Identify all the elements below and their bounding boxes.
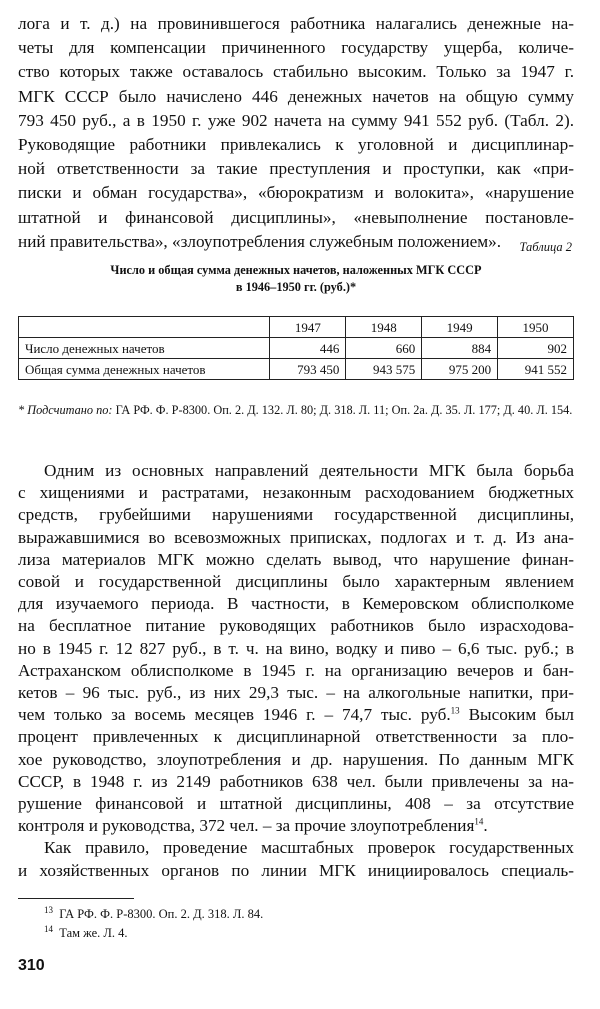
footnote-ref-13[interactable]: 13 bbox=[450, 705, 460, 716]
data-table bbox=[18, 316, 574, 380]
text-line: четы для компенсации причиненного государству ущерба, количе- bbox=[18, 38, 574, 58]
table-cell: 793 450 bbox=[270, 359, 346, 380]
table-cell: 660 bbox=[346, 338, 422, 359]
text-fragment: контроля и руководства, 372 чел. – за прочие злоупотребления bbox=[18, 816, 475, 836]
paragraph-2 bbox=[18, 460, 574, 882]
text-line: ство которых также оставалось стабильно высоким. Только за 1947 г. bbox=[18, 62, 574, 82]
text-line: рушение финансовой и штатной дисциплины, 408 – за отсутствие bbox=[18, 794, 574, 814]
footnote-number: 14 bbox=[44, 923, 53, 934]
text-line bbox=[18, 815, 574, 837]
table-title-line: в 1946–1950 гг. (руб.)* bbox=[235, 280, 357, 294]
table-row bbox=[19, 338, 574, 359]
year-header: 1947 bbox=[270, 317, 346, 338]
text-line: Руководящие работники привлекались к уголовной и дисциплинар- bbox=[18, 135, 574, 155]
text-line: штатной и финансовой дисциплины», «невыполнение постановле- bbox=[18, 207, 574, 227]
page-number: 310 bbox=[18, 957, 45, 974]
footnote-text: ГА РФ. Ф. Р-8300. Оп. 2. Д. 318. Л. 84. bbox=[59, 907, 264, 921]
text-line: Как правило, проведение масштабных проверок государственных bbox=[44, 838, 574, 858]
text-line: хое руководство, злоупотребления и др. нарушения. По данным МГК bbox=[18, 749, 574, 769]
paragraph-1 bbox=[18, 12, 574, 254]
text-line: СССР, в 1948 г. из 2149 работников 638 чел. были привлечены за на- bbox=[18, 771, 574, 791]
text-line: писки и обман государства», «бюрократизм и волокита», «нарушение bbox=[18, 183, 574, 203]
text-line: лога и т. д.) на провинившегося работника налагались денежные на- bbox=[18, 14, 574, 33]
table-label: Таблица 2 bbox=[519, 240, 572, 254]
text-line: МГК СССР было начислено 446 денежных начетов на общую сумму bbox=[18, 86, 574, 106]
table-cell: 446 bbox=[270, 338, 346, 359]
table-corner-cell bbox=[19, 317, 270, 338]
text-line: 793 450 руб., а в 1950 г. уже 902 начета на сумму 941 552 руб. (Табл. 2). bbox=[18, 110, 574, 130]
text-line: выражавшимися во всевозможных приписках, подлогах и т. д. Из ана- bbox=[18, 527, 574, 547]
table-cell: 884 bbox=[422, 338, 498, 359]
text-line: ний правительства», «злоупотребления служебным положением». bbox=[18, 231, 502, 251]
table-cell: 902 bbox=[498, 338, 574, 359]
source-text: ГА РФ. Ф. Р-8300. Оп. 2. Д. 132. Л. 80; Д. 318. Л. 11; Оп. 2а. Д. 35. Л. 177; Д. 40. Л. 154. bbox=[112, 403, 573, 417]
text-line: средств, грубейшими нарушениями государственной дисциплины, bbox=[18, 505, 574, 525]
table-header-row bbox=[19, 317, 574, 338]
table-row bbox=[19, 359, 574, 380]
text-fragment: чем только за восемь месяцев 1946 г. – 74,7 тыс. руб. bbox=[18, 705, 451, 725]
year-header: 1948 bbox=[346, 317, 422, 338]
text-line: на бесплатное питание руководящих работников было израсходова- bbox=[18, 616, 574, 636]
table-title bbox=[18, 262, 574, 296]
footnote-number: 13 bbox=[44, 904, 53, 915]
footnote-14 bbox=[44, 923, 128, 941]
text-line: лиза материалов МГК можно сделать вывод, что нарушение финан- bbox=[18, 549, 574, 569]
text-line: с хищениями и растратами, незаконным расходованием бюджетных bbox=[18, 483, 574, 503]
footnote-13 bbox=[44, 904, 264, 922]
text-line: и хозяйственных органов по линии МГК инициировалось специаль- bbox=[18, 860, 574, 880]
table-cell: 941 552 bbox=[498, 359, 574, 380]
table-title-line: Число и общая сумма денежных начетов, наложенных МГК СССР bbox=[110, 263, 482, 277]
text-line: Одним из основных направлений деятельности МГК была борьба bbox=[44, 461, 574, 480]
text-fragment: Высоким был bbox=[459, 705, 574, 725]
row-label: Общая сумма денежных начетов bbox=[19, 359, 270, 380]
text-line: процент привлеченных к дисциплинарной ответственности за пло- bbox=[18, 727, 574, 747]
text-line bbox=[18, 704, 574, 726]
footnote-divider bbox=[18, 898, 134, 899]
footnote-text: Там же. Л. 4. bbox=[59, 926, 128, 940]
text-fragment: . bbox=[483, 816, 488, 836]
row-label: Число денежных начетов bbox=[19, 338, 270, 359]
year-header: 1950 bbox=[498, 317, 574, 338]
text-line: кетов – 96 тыс. руб., из них 29,3 тыс. – на алкогольные напитки, при- bbox=[18, 683, 574, 703]
text-line: для изучаемого периода. В частности, в Кемеровском облисполкоме bbox=[18, 594, 574, 614]
text-line: совой и государственной дисциплины было характерным явлением bbox=[18, 572, 574, 592]
footnote-ref-14[interactable]: 14 bbox=[474, 816, 484, 827]
table-cell: 943 575 bbox=[346, 359, 422, 380]
table-source-note bbox=[18, 401, 574, 420]
table-cell: 975 200 bbox=[422, 359, 498, 380]
source-prefix: * Подсчитано по: bbox=[18, 403, 113, 417]
text-line: ной ответственности за такие преступления и проступки, как «при- bbox=[18, 159, 574, 179]
text-line: Астраханском облисполкоме в 1945 г. на организацию вечеров и бан- bbox=[18, 660, 574, 680]
text-line: но в 1945 г. 12 827 руб., в т. ч. на вино, водку и пиво – 6,6 тыс. руб.; в bbox=[18, 638, 574, 658]
year-header: 1949 bbox=[422, 317, 498, 338]
